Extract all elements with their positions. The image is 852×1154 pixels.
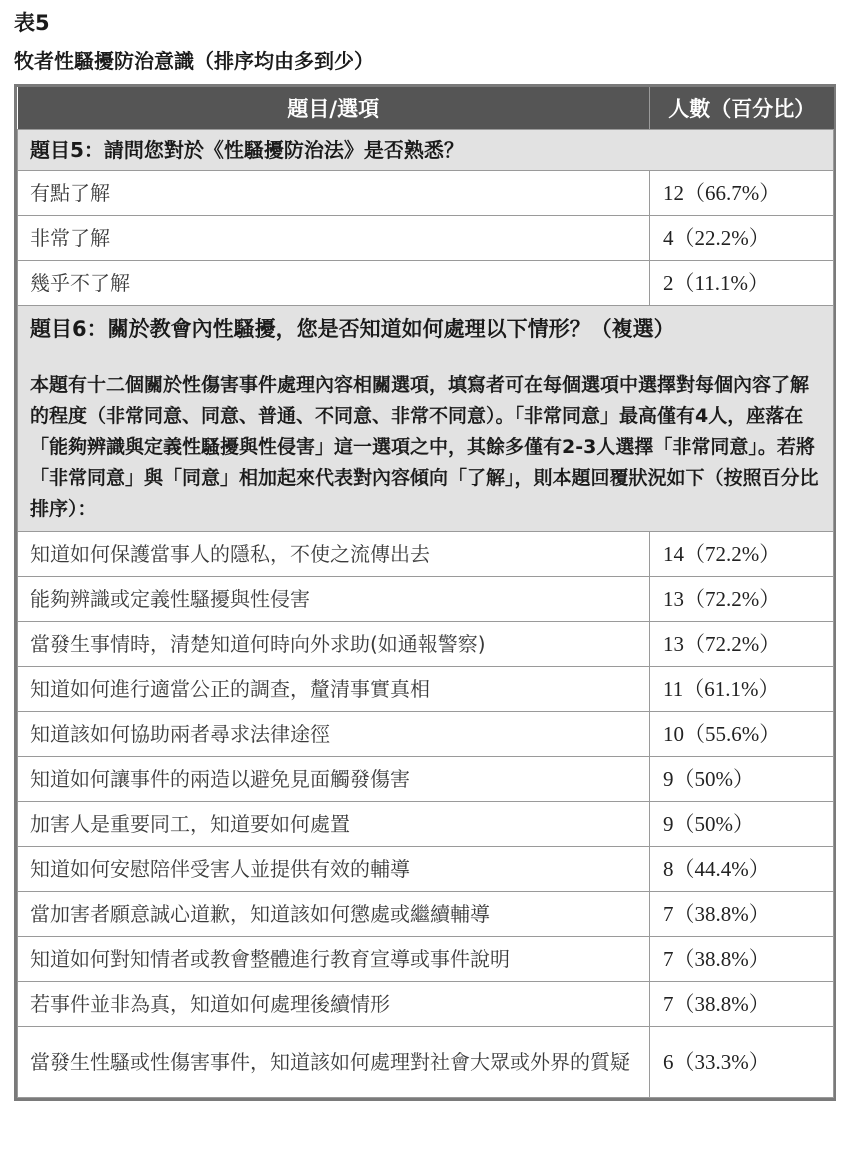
option-label: 知道如何進行適當公正的調查，釐清事實真相 — [18, 667, 650, 712]
option-label: 當發生事情時，清楚知道何時向外求助(如通報警察) — [18, 622, 650, 667]
option-value: 13（72.2%） — [650, 622, 834, 667]
table-row — [18, 667, 834, 712]
option-label: 當加害者願意誠心道歉，知道該如何懲處或繼續輔導 — [18, 892, 650, 937]
option-label: 知道如何安慰陪伴受害人並提供有效的輔導 — [18, 847, 650, 892]
option-value: 9（50%） — [650, 802, 834, 847]
question-6-cell — [18, 306, 834, 532]
option-value: 9（50%） — [650, 757, 834, 802]
survey-table — [14, 84, 836, 1101]
table-row — [18, 171, 834, 216]
question-5-row — [18, 130, 834, 171]
option-label: 知道如何保護當事人的隱私，不使之流傳出去 — [18, 532, 650, 577]
table-row — [18, 982, 834, 1027]
table-row — [18, 712, 834, 757]
table-row — [18, 216, 834, 261]
option-value: 2（11.1%） — [650, 261, 834, 306]
table-caption: 牧者性騷擾防治意識（排序均由多到少） — [14, 49, 374, 73]
option-value: 4（22.2%） — [650, 216, 834, 261]
option-value: 8（44.4%） — [650, 847, 834, 892]
table-header-row — [18, 87, 834, 130]
table-row — [18, 577, 834, 622]
option-label: 知道如何對知情者或教會整體進行教育宣導或事件說明 — [18, 937, 650, 982]
option-value: 11（61.1%） — [650, 667, 834, 712]
table-row — [18, 261, 834, 306]
option-label: 當發生性騷或性傷害事件，知道該如何處理對社會大眾或外界的質疑 — [18, 1027, 650, 1098]
table-row — [18, 802, 834, 847]
option-value: 12（66.7%） — [650, 171, 834, 216]
header-question-option: 題目/選項 — [18, 87, 650, 130]
table-row — [18, 532, 834, 577]
table-row — [18, 622, 834, 667]
question-6-row — [18, 306, 834, 532]
table-row — [18, 1027, 834, 1098]
question-5-title: 題目5：請問您對於《性騷擾防治法》是否熟悉？ — [18, 130, 834, 171]
option-label: 知道如何讓事件的兩造以避免見面觸發傷害 — [18, 757, 650, 802]
question-6-title: 題目6：關於教會內性騷擾，您是否知道如何處理以下情形？（複選） — [30, 317, 675, 341]
option-label: 加害人是重要同工，知道要如何處置 — [18, 802, 650, 847]
option-value: 10（55.6%） — [650, 712, 834, 757]
option-label: 非常了解 — [18, 216, 650, 261]
option-label: 知道該如何協助兩者尋求法律途徑 — [18, 712, 650, 757]
option-value: 7（38.8%） — [650, 937, 834, 982]
table-row — [18, 847, 834, 892]
option-label: 能夠辨識或定義性騷擾與性侵害 — [18, 577, 650, 622]
option-value: 7（38.8%） — [650, 982, 834, 1027]
table-row — [18, 892, 834, 937]
option-value: 6（33.3%） — [650, 1027, 834, 1098]
option-value: 14（72.2%） — [650, 532, 834, 577]
table-row — [18, 937, 834, 982]
table-row — [18, 757, 834, 802]
question-6-description: 本題有十二個關於性傷害事件處理內容相關選項，填寫者可在每個選項中選擇對每個內容了解的程度（非常同意、同意、普通、不同意、非常不同意）。「非常同意」最高僅有4人，座落在「能夠辨識與定義性騷擾與性侵害」這一選項之中，其餘多僅有2-3人選擇「非常同意」。若將「非常同意」與「同意」相加起來代表對內容傾向「了解」，則本題回覆狀況如下（按照百分比排序）： — [30, 374, 819, 520]
option-value: 13（72.2%） — [650, 577, 834, 622]
option-label: 有點了解 — [18, 171, 650, 216]
option-value: 7（38.8%） — [650, 892, 834, 937]
table-label: 表5 — [14, 11, 50, 35]
option-label: 若事件並非為真，知道如何處理後續情形 — [18, 982, 650, 1027]
header-count-percent: 人數（百分比） — [650, 87, 834, 130]
option-label: 幾乎不了解 — [18, 261, 650, 306]
